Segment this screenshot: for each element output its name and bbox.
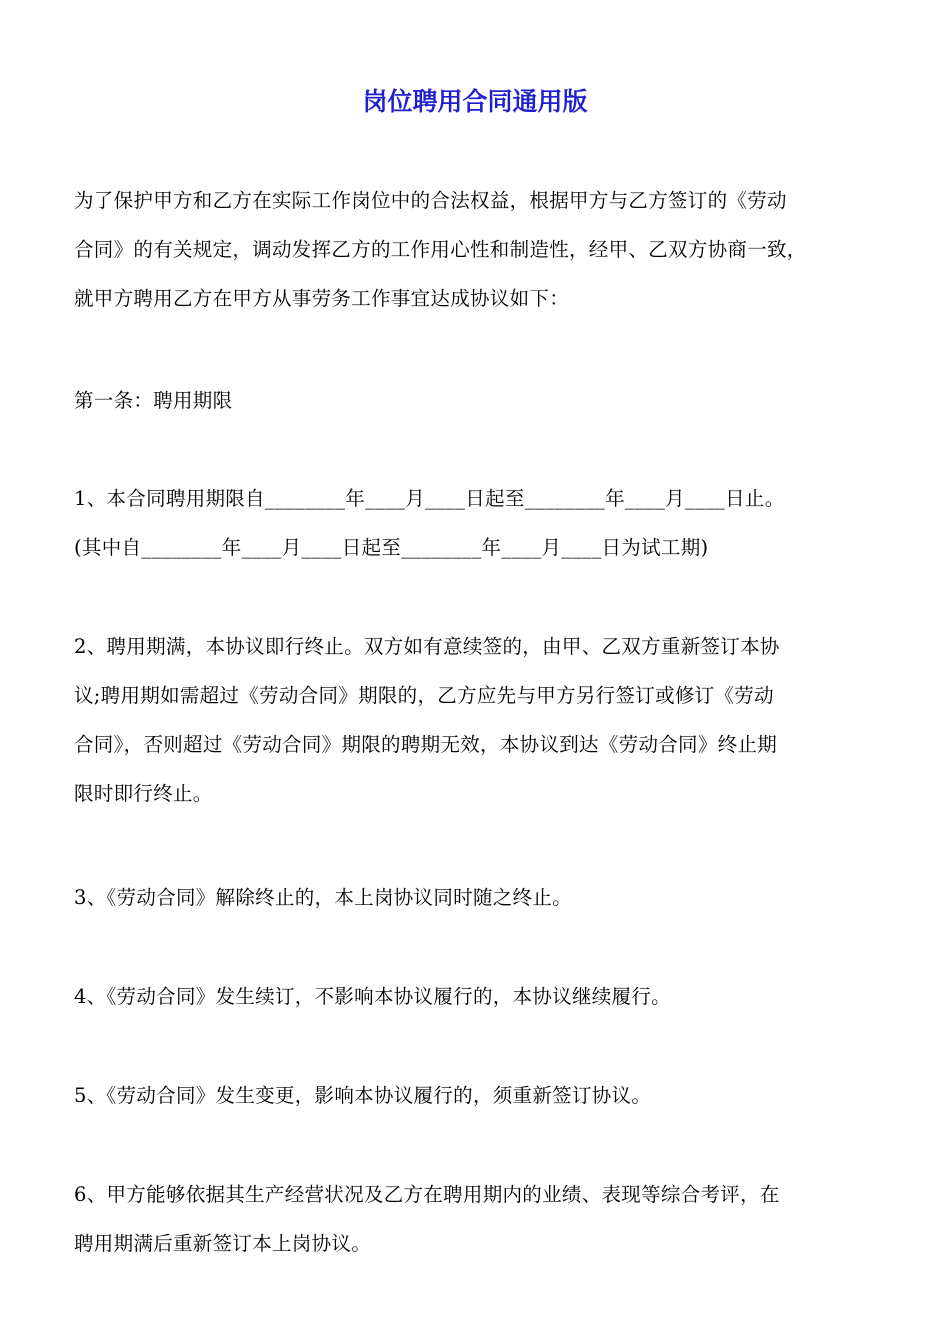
clause-4: 4、《劳动合同》发生续订，不影响本协议履行的，本协议继续履行。 — [74, 985, 671, 1008]
clause-6 — [74, 1170, 884, 1268]
clause-1 — [74, 474, 884, 572]
clause-line: 限时即行终止。 — [74, 782, 213, 805]
clause-line: 6、甲方能够依据其生产经营状况及乙方在聘用期内的业绩、表现等综合考评，在 — [74, 1183, 780, 1206]
clause-5: 5、《劳动合同》发生变更，影响本协议履行的，须重新签订协议。 — [74, 1084, 652, 1107]
clause-2 — [74, 622, 884, 818]
intro-line: 合同》的有关规定，调动发挥乙方的工作用心性和制造性，经甲、乙双方协商一致， — [74, 238, 807, 261]
clause-line: (其中自________年____月____日起至________年____月____日为试工期) — [74, 536, 709, 559]
clause-3: 3、《劳动合同》解除终止的，本上岗协议同时随之终止。 — [74, 886, 572, 909]
clause-line: 合同》，否则超过《劳动合同》期限的聘期无效，本协议到达《劳动合同》终止期 — [74, 733, 778, 756]
clause-line: 2、聘用期满，本协议即行终止。双方如有意续签的，由甲、乙双方重新签订本协 — [74, 635, 780, 658]
intro-paragraph — [74, 176, 884, 323]
document-title: 岗位聘用合同通用版 — [362, 87, 588, 116]
clause-line: 1、本合同聘用期限自________年____月____日起至________年____月____日止。 — [74, 487, 785, 510]
clause-line: 议;聘用期如需超过《劳动合同》期限的，乙方应先与甲方另行签订或修订《劳动 — [74, 684, 774, 707]
clause-line: 聘用期满后重新签订本上岗协议。 — [74, 1232, 372, 1255]
article-heading: 第一条：聘用期限 — [74, 389, 233, 412]
intro-line: 为了保护甲方和乙方在实际工作岗位中的合法权益，根据甲方与乙方签订的《劳动 — [74, 189, 787, 212]
intro-line: 就甲方聘用乙方在甲方从事劳务工作事宜达成协议如下： — [74, 287, 570, 310]
